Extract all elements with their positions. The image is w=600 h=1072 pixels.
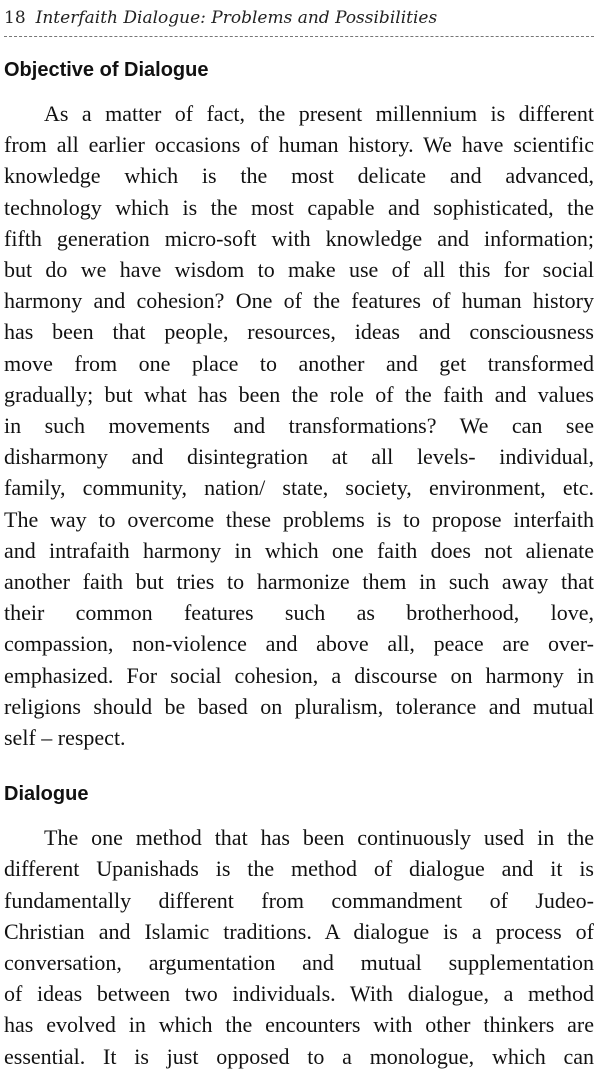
running-header [4,0,594,37]
text-line: move from one place to another and get transformed [4,350,594,376]
text-line: As a matter of fact, the present millennium is different [44,101,594,126]
text-line: and intrafaith harmony in which one faith does not alienate [4,537,594,563]
text-line: another faith but tries to harmonize them in such away that [4,569,594,595]
text-line: gradually; but what has been the role of the faith and values [4,381,594,407]
section-heading-objective: Objective of Dialogue [4,59,209,81]
text-line: Christian and Islamic traditions. A dialogue is a process of [4,918,594,944]
text-line: technology which is the most capable and sophisticated, the [4,194,594,220]
text-line: essential. It is just opposed to a monologue, which can [4,1043,594,1069]
text-line: fundamentally different from commandment of Judeo- [4,887,594,913]
text-line: disharmony and disintegration at all levels- individual, [4,444,594,470]
paragraph-dialogue [4,822,594,1072]
paragraph-objective [4,98,594,753]
text-line: family, community, nation/ state, society, environment, etc. [4,475,594,501]
text-line: different Upanishads is the method of dialogue and it is [4,856,594,882]
text-line: their common features such as brotherhood, love, [4,600,594,626]
text-line: harmony and cohesion? One of the features of human history [4,288,594,314]
text-line: has evolved in which the encounters with other thinkers are [4,1012,594,1038]
text-line: religions should be based on pluralism, tolerance and mutual [4,693,594,719]
text-line: of ideas between two individuals. With dialogue, a method [4,981,594,1007]
text-line: The way to overcome these problems is to propose interfaith [4,506,594,532]
text-line: self – respect. [4,725,126,751]
text-line: compassion, non-violence and above all, peace are over- [4,631,594,657]
text-line: conversation, argumentation and mutual supplementation [4,950,594,976]
text-line: has been that people, resources, ideas and consciousness [4,319,594,345]
text-line: fifth generation micro-soft with knowledge and information; [4,225,594,251]
text-line: emphasized. For social cohesion, a discourse on harmony in [4,662,594,688]
section-heading-dialogue: Dialogue [4,783,89,806]
text-line: The one method that has been continuously used in the [44,825,594,851]
page-number: 18 [4,8,26,28]
running-title: Interfaith Dialogue: Problems and Possibilities [35,8,438,28]
text-line: in such movements and transformations? We can see [4,413,594,439]
text-line: knowledge which is the most delicate and advanced, [4,163,594,189]
text-line: from all earlier occasions of human history. We have scientific [4,132,594,158]
text-line: but do we have wisdom to make use of all this for social [4,257,594,283]
